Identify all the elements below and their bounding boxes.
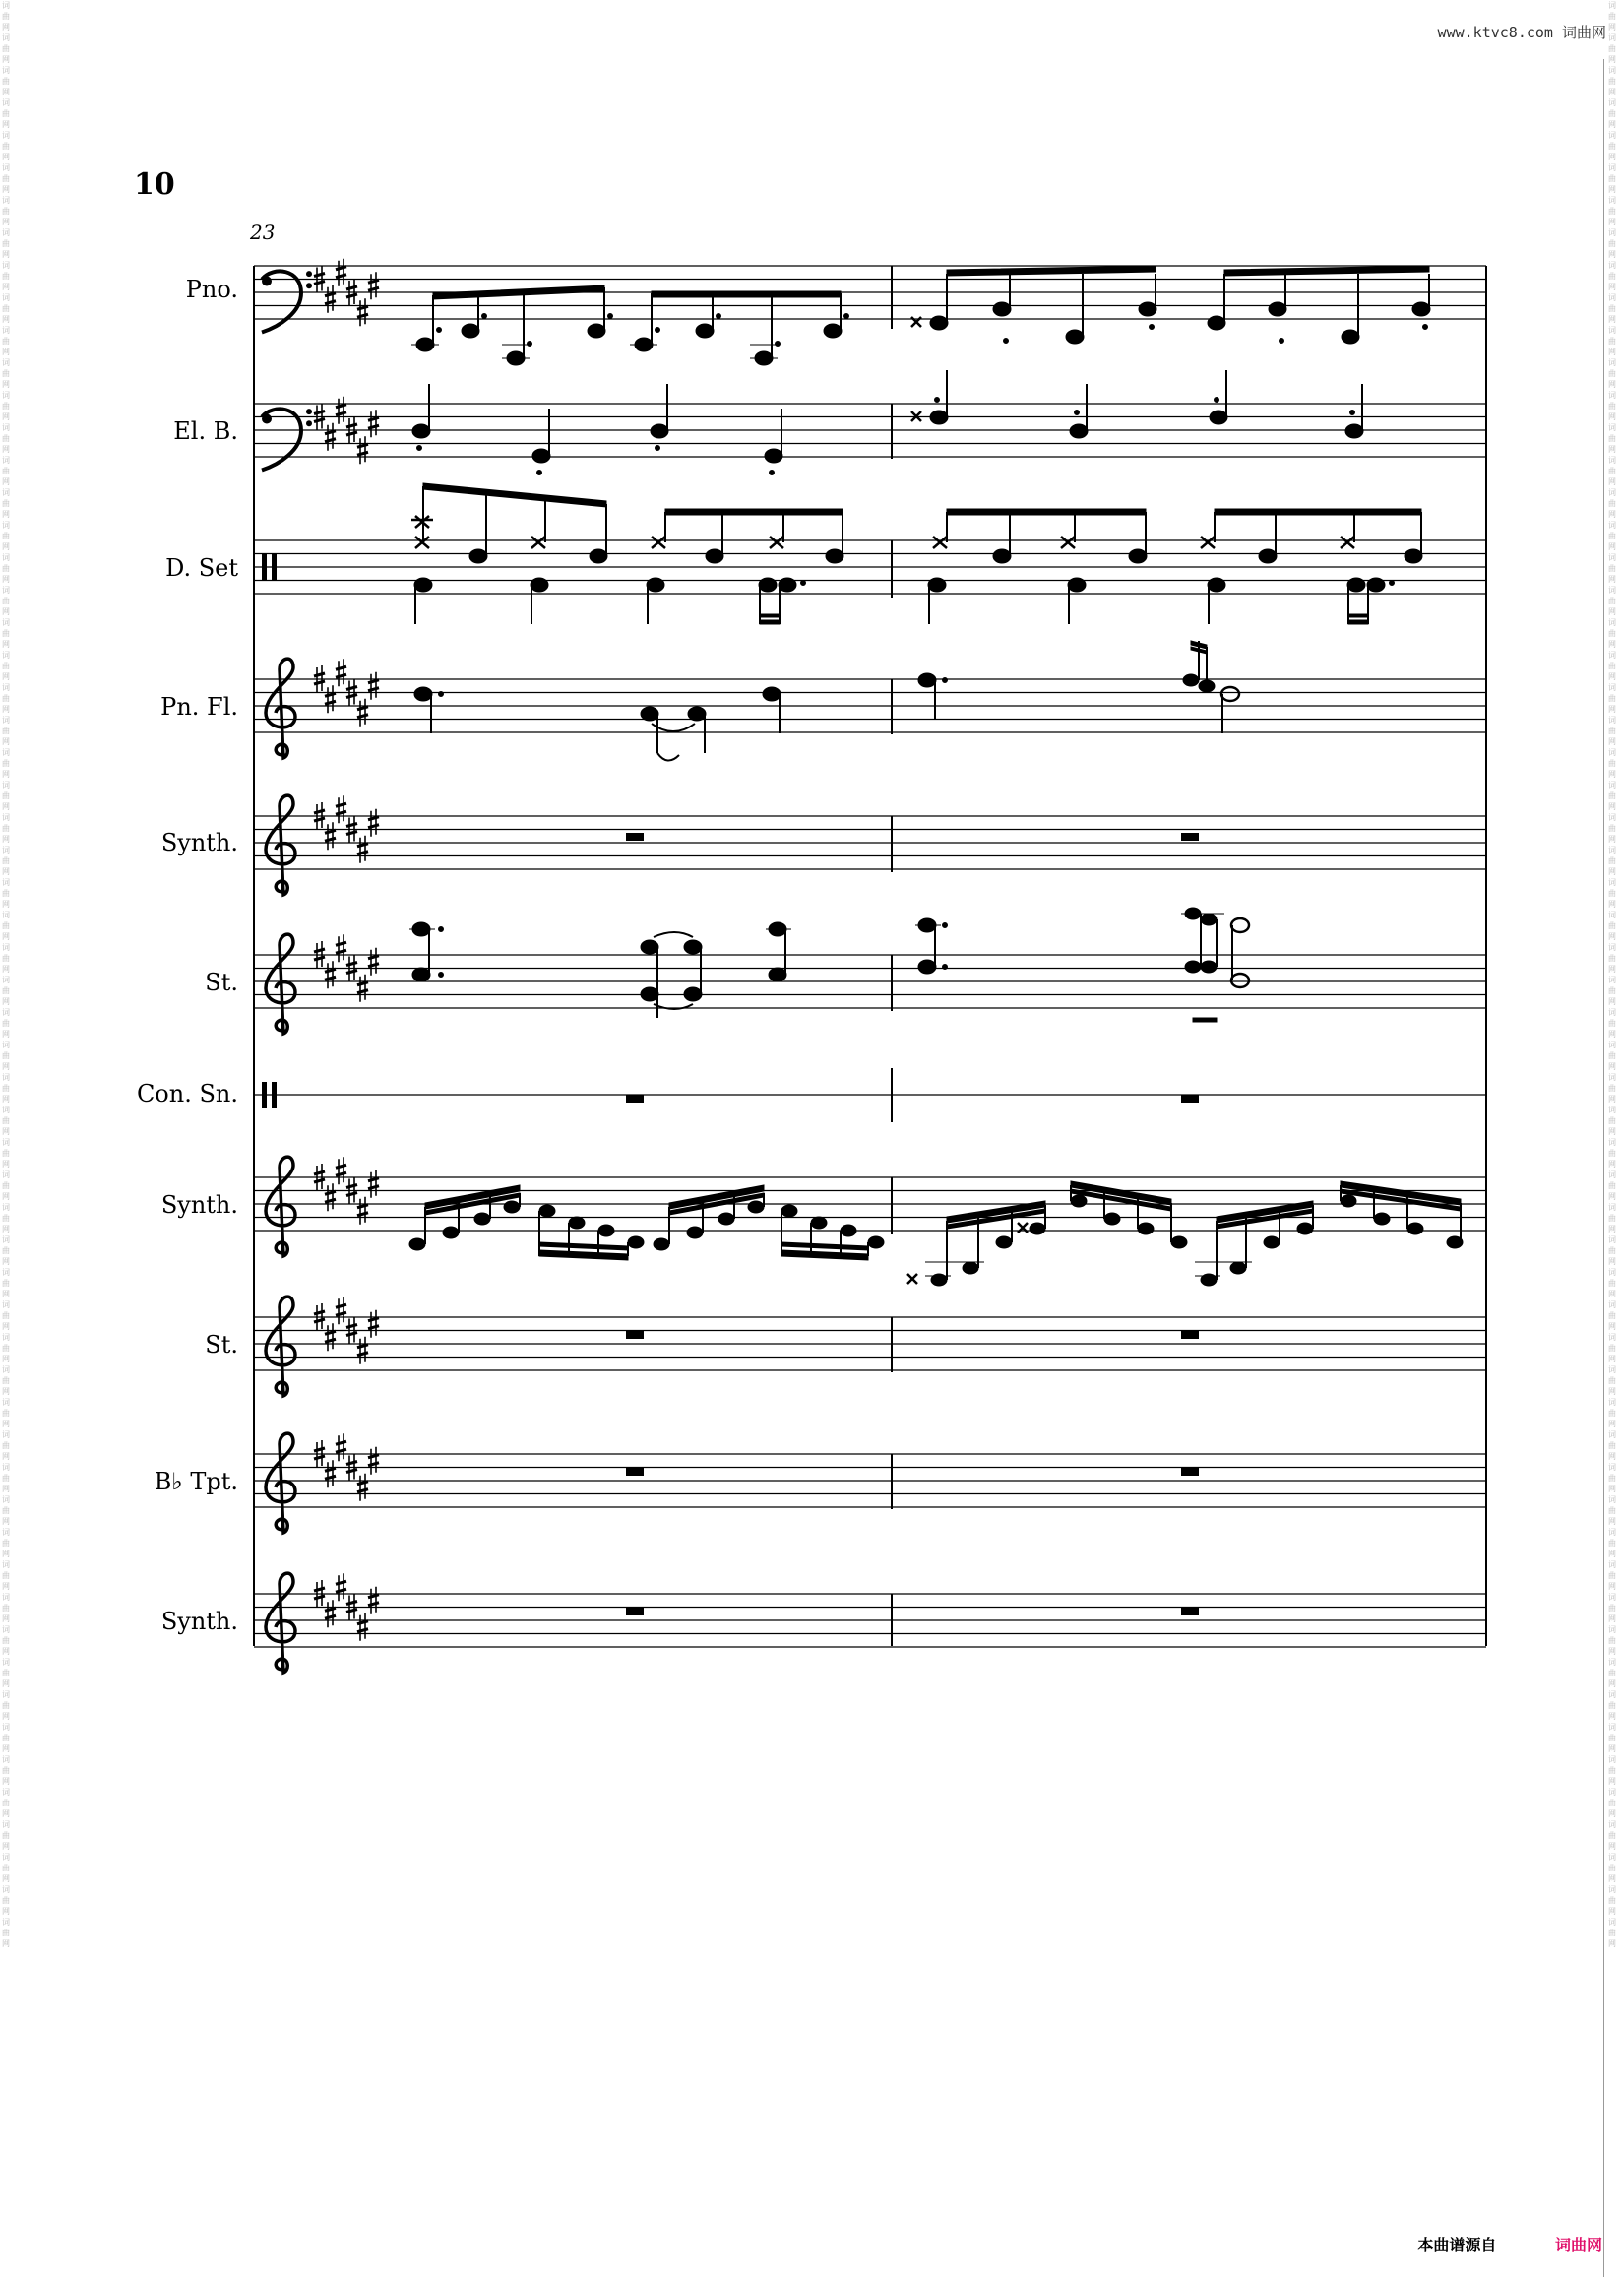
staff-lines [254,266,1486,1647]
instrument-label-pan-flute: Pn. Fl. [160,693,238,721]
clefs [262,271,312,1673]
instrument-label-trumpet: B♭ Tpt. [154,1468,238,1495]
instrument-label-piano: Pno. [185,276,238,303]
staff-5 [254,816,1486,869]
top-watermark-url: www.ktvc8.com [1437,24,1553,41]
staff-2 [254,404,1486,457]
instrument-label-concert-snare: Con. Sn. [136,1080,238,1107]
treble-clef [266,1433,295,1533]
top-watermark-brand: 词曲网 [1561,24,1606,41]
pan-flute-notes [414,641,1239,761]
barlines [254,266,1486,1646]
instrument-label-synth-1: Synth. [160,829,238,856]
measure-number: 23 [250,221,276,244]
piano-notes [411,285,849,365]
bottom-watermark [1417,2233,1602,2255]
staff-4 [254,679,1486,732]
staff-11 [254,1594,1486,1647]
bass-notes [412,370,1363,475]
bottom-watermark-source: 本曲谱源自 [1417,2236,1497,2254]
bass-clef [262,409,312,470]
treble-clef [266,1157,295,1256]
bass-clef [262,271,312,332]
instrument-label-electric-bass: El. B. [173,417,238,445]
instrument-label-strings-2: St. [205,1331,238,1359]
staff-6 [254,955,1486,1008]
staff-10 [254,1454,1486,1507]
key-signatures [314,259,379,1641]
treble-clef [266,1297,295,1396]
instrument-label-synth-3: Synth. [160,1608,238,1635]
instrument-label-strings-1: St. [205,969,238,996]
instrument-label-drum-set: D. Set [165,554,238,582]
treble-clef [266,659,295,758]
page-number: 10 [134,167,175,202]
side-watermark-right: 词曲网词曲网词曲网词曲网词曲网词曲网词曲网词曲网词曲网词曲网词曲网词曲网词曲网词曲网词曲网词曲网词曲网词曲网词曲网词曲网词曲网词曲网词曲网词曲网词曲网词曲网词曲网词曲网词曲网词曲网词曲网词曲网词曲网词曲网词曲网词曲网词曲网词曲网词曲网词曲网词曲网词曲网词曲网词曲网词曲网词曲网词曲网词曲网词曲网词曲网词曲网词曲网词曲网词曲网词曲网词曲网词曲网词曲网词曲网词曲网 [1608,1,1616,1948]
synth-arpeggio-notes [409,1181,1463,1286]
piano-notes-m2 [911,266,1430,344]
staff-3 [254,540,1486,594]
treble-clef [266,795,295,895]
side-watermark-left: 词曲网词曲网词曲网词曲网词曲网词曲网词曲网词曲网词曲网词曲网词曲网词曲网词曲网词曲网词曲网词曲网词曲网词曲网词曲网词曲网词曲网词曲网词曲网词曲网词曲网词曲网词曲网词曲网词曲网词曲网词曲网词曲网词曲网词曲网词曲网词曲网词曲网词曲网词曲网词曲网词曲网词曲网词曲网词曲网词曲网词曲网词曲网词曲网词曲网词曲网词曲网词曲网词曲网词曲网词曲网词曲网词曲网词曲网词曲网词曲网 [2,1,10,1948]
instrument-label-synth-2: Synth. [160,1191,238,1219]
bottom-watermark-brand: 词曲网 [1554,2236,1602,2254]
treble-clef [266,1573,295,1673]
strings-notes [409,908,1249,1022]
treble-clef [266,934,295,1034]
staff-9 [254,1317,1486,1370]
